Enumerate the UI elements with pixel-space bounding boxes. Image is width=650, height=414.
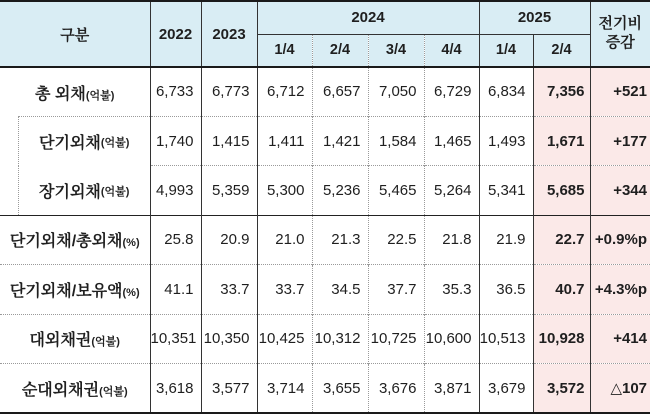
column-group-2025: 2025 xyxy=(479,1,590,34)
value-cell-highlight: 1,671 xyxy=(533,116,590,165)
table-row-external-credit xyxy=(0,314,650,363)
table-row-short-term-to-total-ratio xyxy=(0,215,650,264)
row-label xyxy=(0,166,150,215)
value-cell-highlight: 22.7 xyxy=(533,215,590,264)
value-cell: 10,312 xyxy=(312,314,368,363)
change-cell: +344 xyxy=(590,166,650,215)
column-group-2024: 2024 xyxy=(257,1,479,34)
value-cell: 3,676 xyxy=(368,364,424,413)
row-label-unit: (억불) xyxy=(100,136,130,149)
row-label xyxy=(0,67,150,116)
column-header-change xyxy=(590,1,650,67)
column-header-2022: 2022 xyxy=(150,1,201,67)
value-cell: 10,351 xyxy=(150,314,201,363)
value-cell: 3,577 xyxy=(201,364,257,413)
table-body xyxy=(0,67,650,413)
value-cell: 1,415 xyxy=(201,116,257,165)
value-cell: 10,725 xyxy=(368,314,424,363)
value-cell: 5,465 xyxy=(368,166,424,215)
value-cell: 35.3 xyxy=(424,265,479,314)
value-cell: 6,729 xyxy=(424,67,479,116)
row-label-unit: (억불) xyxy=(85,89,115,102)
value-cell: 1,584 xyxy=(368,116,424,165)
table-header xyxy=(0,1,650,67)
value-cell: 1,421 xyxy=(312,116,368,165)
value-cell: 34.5 xyxy=(312,265,368,314)
value-cell: 37.7 xyxy=(368,265,424,314)
value-cell: 21.8 xyxy=(424,215,479,264)
column-header-2025-q2: 2/4 xyxy=(533,34,590,67)
value-cell-highlight: 40.7 xyxy=(533,265,590,314)
value-cell: 21.3 xyxy=(312,215,368,264)
row-label-text: 순대외채권 xyxy=(21,381,100,399)
table-row-short-term-debt xyxy=(0,116,650,165)
value-cell: 6,657 xyxy=(312,67,368,116)
value-cell: 10,350 xyxy=(201,314,257,363)
row-label-unit: (%) xyxy=(122,286,140,299)
value-cell: 10,513 xyxy=(479,314,533,363)
row-label-unit: (억불) xyxy=(91,336,120,349)
value-cell: 3,618 xyxy=(150,364,201,413)
change-cell: +521 xyxy=(590,67,650,116)
value-cell: 6,773 xyxy=(201,67,257,116)
row-label-text: 대외채권 xyxy=(29,332,92,350)
value-cell-highlight: 10,928 xyxy=(533,314,590,363)
column-header-2023: 2023 xyxy=(201,1,257,67)
value-cell: 3,679 xyxy=(479,364,533,413)
table-row-short-term-to-reserves-ratio xyxy=(0,265,650,314)
row-label-text: 단기외채/총외채 xyxy=(9,233,123,251)
value-cell-highlight: 5,685 xyxy=(533,166,590,215)
column-header-2024-q1: 1/4 xyxy=(257,34,312,67)
value-cell: 3,871 xyxy=(424,364,479,413)
table-row-net-external-credit xyxy=(0,364,650,413)
value-cell: 1,740 xyxy=(150,116,201,165)
row-label xyxy=(0,314,150,363)
value-cell: 33.7 xyxy=(257,265,312,314)
column-header-2024-q4: 4/4 xyxy=(424,34,479,67)
indented-label xyxy=(18,166,150,215)
value-cell: 5,300 xyxy=(257,166,312,215)
row-label xyxy=(0,215,150,264)
table-row-total-external-debt xyxy=(0,67,650,116)
value-cell: 1,465 xyxy=(424,116,479,165)
value-cell: 36.5 xyxy=(479,265,533,314)
value-cell: 33.7 xyxy=(201,265,257,314)
value-cell: 6,834 xyxy=(479,67,533,116)
row-label-text: 장기외채 xyxy=(39,184,101,202)
value-cell: 21.0 xyxy=(257,215,312,264)
value-cell: 6,733 xyxy=(150,67,201,116)
row-label-unit: (억불) xyxy=(99,385,128,398)
column-header-2024-q2: 2/4 xyxy=(312,34,368,67)
value-cell: 22.5 xyxy=(368,215,424,264)
row-label-text: 단기외채 xyxy=(39,135,101,153)
row-label xyxy=(0,265,150,314)
row-label xyxy=(0,116,150,165)
value-cell: 10,425 xyxy=(257,314,312,363)
value-cell-highlight: 3,572 xyxy=(533,364,590,413)
column-header-2024-q3: 3/4 xyxy=(368,34,424,67)
value-cell: 5,359 xyxy=(201,166,257,215)
value-cell: 41.1 xyxy=(150,265,201,314)
value-cell: 20.9 xyxy=(201,215,257,264)
change-cell: +4.3%p xyxy=(590,265,650,314)
value-cell: 1,411 xyxy=(257,116,312,165)
change-header-line2: 증감 xyxy=(605,34,635,51)
column-header-2025-q1: 1/4 xyxy=(479,34,533,67)
value-cell: 1,493 xyxy=(479,116,533,165)
change-cell: +177 xyxy=(590,116,650,165)
change-cell: +414 xyxy=(590,314,650,363)
row-label-unit: (%) xyxy=(122,237,140,250)
value-cell: 5,236 xyxy=(312,166,368,215)
value-cell: 3,655 xyxy=(312,364,368,413)
value-cell: 5,264 xyxy=(424,166,479,215)
change-header-line1: 전기비 xyxy=(598,15,642,33)
value-cell: 21.9 xyxy=(479,215,533,264)
value-cell: 10,600 xyxy=(424,314,479,363)
value-cell: 25.8 xyxy=(150,215,201,264)
header-row-top xyxy=(0,1,650,34)
value-cell: 7,050 xyxy=(368,67,424,116)
value-cell: 3,714 xyxy=(257,364,312,413)
value-cell-highlight: 7,356 xyxy=(533,67,590,116)
column-header-category: 구분 xyxy=(0,1,150,67)
row-label-text: 총 외채 xyxy=(35,85,86,103)
change-cell: △107 xyxy=(590,364,650,413)
row-label xyxy=(0,364,150,413)
value-cell: 6,712 xyxy=(257,67,312,116)
value-cell: 4,993 xyxy=(150,166,201,215)
table-row-long-term-debt xyxy=(0,166,650,215)
change-cell: +0.9%p xyxy=(590,215,650,264)
row-label-unit: (억불) xyxy=(100,185,130,198)
row-label-text: 단기외채/보유액 xyxy=(9,282,123,300)
value-cell: 5,341 xyxy=(479,166,533,215)
indented-label xyxy=(18,116,150,165)
